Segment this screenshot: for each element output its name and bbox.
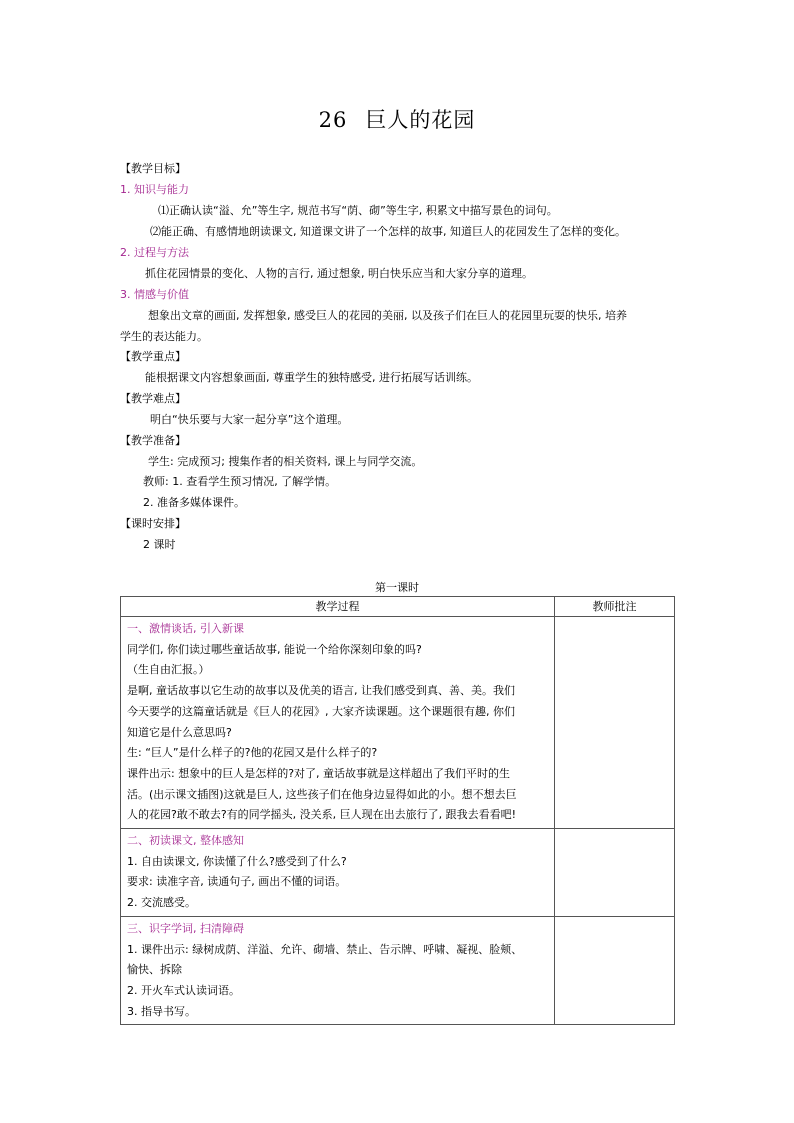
knowledge-heading: 1. 知识与能力: [120, 183, 189, 196]
objectives-heading: 【教学目标】: [120, 162, 186, 175]
preparation-teacher-2: 2. 准备多媒体课件。: [143, 496, 245, 509]
process-text: 抓住花园情景的变化、人物的言行, 通过想象, 明白快乐应当和大家分享的道理。: [145, 267, 533, 280]
schedule-heading: 【课时安排】: [120, 517, 186, 530]
section-line: 知道它是什么意思吗?: [127, 725, 232, 739]
emotion-text-1: 想象出文章的画面, 发挥想象, 感受巨人的花园的美丽, 以及孩子们在巨人的花园里玩耍的快乐, 培养: [148, 309, 627, 322]
section-line: 1. 自由读课文, 你读懂了什么?感受到了什么?: [127, 854, 347, 868]
table-row: [121, 829, 675, 917]
section-heading: 三、识字学词, 扫清障碍: [127, 921, 244, 935]
key-points-heading: 【教学重点】: [120, 350, 186, 363]
section-line: 2. 开火车式认读词语。: [127, 983, 240, 997]
section-cell: [121, 916, 555, 1025]
table-header-row: [121, 597, 675, 617]
lesson-name: 巨人的花园: [365, 108, 476, 132]
knowledge-item-1: ⑴正确认读“溢、允”等生字, 规范书写“荫、砌”等生字, 积累文中描写景色的词句。: [158, 204, 558, 217]
preparation-student: 学生: 完成预习; 搜集作者的相关资料, 课上与同学交流。: [148, 455, 423, 468]
column-header-process: 教学过程: [121, 597, 555, 617]
section-line: （生自由汇报。）: [127, 663, 210, 677]
preparation-teacher-1: 教师: 1. 查看学生预习情况, 了解学情。: [143, 475, 337, 488]
table-row: [121, 617, 675, 829]
lesson-number: 26: [318, 108, 348, 132]
section-line: 要求: 读准字音, 读通句子, 画出不懂的词语。: [127, 875, 347, 889]
section-line: 活。(出示课文插图)这就是巨人, 这些孩子们在他身边显得如此的小。想不想去巨: [127, 787, 517, 801]
difficulties-heading: 【教学难点】: [120, 392, 186, 405]
knowledge-item-2: ⑵能正确、有感情地朗读课文, 知道课文讲了一个怎样的故事, 知道巨人的花园发生了怎样的变化。: [150, 225, 626, 238]
section-line: 今天要学的这篇童话就是《巨人的花园》, 大家齐读课题。这个课题很有趣, 你们: [127, 704, 515, 718]
schedule-text: 2 课时: [143, 538, 176, 551]
column-header-notes: 教师批注: [555, 597, 675, 617]
lesson-session-title: 第一课时: [375, 581, 419, 594]
section-line: 是啊, 童话故事以它生动的故事以及优美的语言, 让我们感受到真、善、美。我们: [127, 684, 515, 698]
key-points-text: 能根据课文内容想象画面, 尊重学生的独特感受, 进行拓展写话训练。: [145, 371, 478, 384]
section-line: 1. 课件出示: 绿树成荫、洋溢、允许、砌墙、禁止、告示牌、呼啸、凝视、脸颊、: [127, 942, 523, 956]
section-heading: 二、初读课文, 整体感知: [127, 834, 244, 848]
notes-cell[interactable]: [555, 829, 675, 917]
section-heading: 一、激情谈话, 引入新课: [127, 622, 244, 635]
difficulties-text: 明白“快乐要与大家一起分享”这个道理。: [150, 413, 349, 426]
section-line: 课件出示: 想象中的巨人是怎样的?对了, 童话故事就是这样超出了我们平时的生: [127, 766, 511, 780]
table-row: [121, 916, 675, 1025]
section-line: 3. 指导书写。: [127, 1004, 196, 1018]
section-line: 愉快、拆除: [127, 963, 182, 977]
section-line: 同学们, 你们读过哪些童话故事, 能说一个给你深刻印象的吗?: [127, 642, 422, 656]
section-line: 2. 交流感受。: [127, 896, 196, 910]
section-cell: [121, 829, 555, 917]
lesson-plan-table: [120, 596, 675, 1025]
section-line: 生: “巨人”是什么样子的?他的花园又是什么样子的?: [127, 746, 378, 760]
notes-cell[interactable]: [555, 916, 675, 1025]
notes-cell[interactable]: [555, 617, 675, 829]
process-heading: 2. 过程与方法: [120, 246, 189, 259]
section-cell: [121, 617, 555, 829]
emotion-text-2: 学生的表达能力。: [120, 330, 208, 343]
page-title: [0, 104, 794, 134]
emotion-heading: 3. 情感与价值: [120, 288, 189, 301]
section-line: 人的花园?敢不敢去?有的同学摇头, 没关系, 巨人现在出去旅行了, 跟我去看看吧!: [127, 808, 517, 822]
preparation-heading: 【教学准备】: [120, 434, 186, 447]
